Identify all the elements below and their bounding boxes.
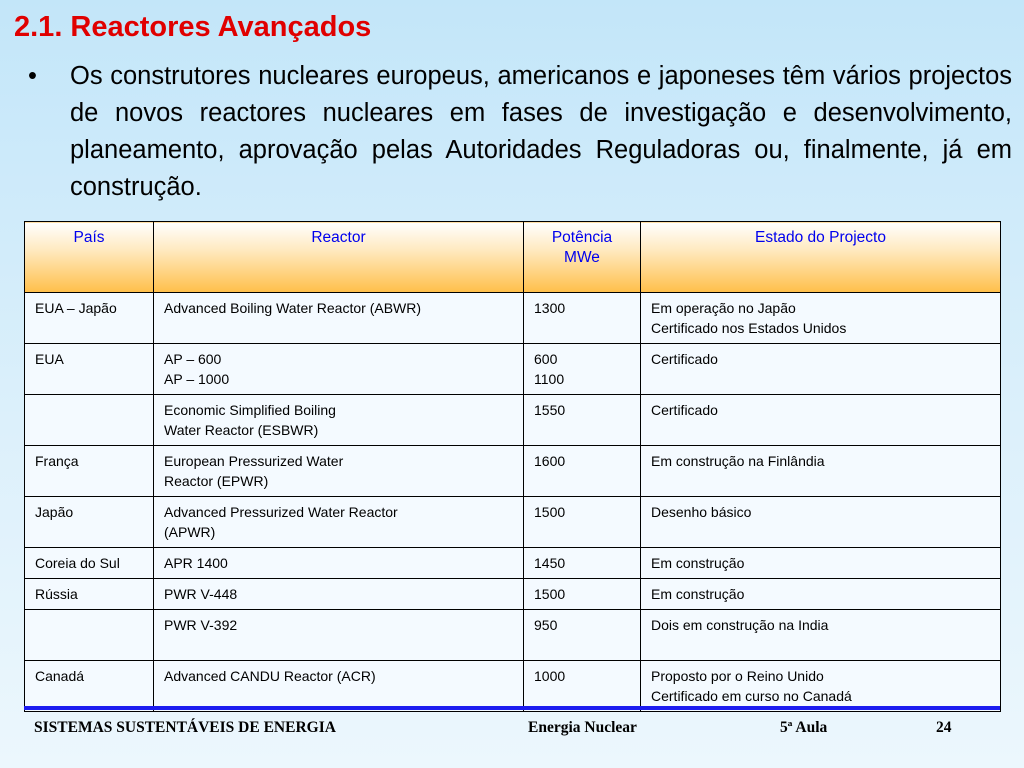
bullet-icon: •: [28, 62, 37, 90]
table-header-row: [25, 222, 1001, 293]
cell-line: Economic Simplified Boiling: [164, 402, 336, 418]
table-row: [25, 446, 1001, 497]
reactors-table: [24, 221, 1001, 712]
table-row: [25, 661, 1001, 712]
footer-page-number: 24: [936, 719, 952, 736]
header-power-unit: MWe: [564, 249, 600, 266]
cell-line: PWR V-448: [164, 586, 238, 602]
slide-title: 2.1. Reactores Avançados: [14, 11, 372, 43]
cell-line: 950: [534, 617, 558, 633]
cell-country: Canadá: [25, 661, 154, 712]
cell-status: [641, 293, 1001, 344]
cell-line: (APWR): [164, 524, 216, 540]
cell-reactor: [154, 661, 524, 712]
bullet-paragraph: [28, 58, 1012, 206]
cell-status: [641, 395, 1001, 446]
cell-line: Advanced Pressurized Water Reactor: [164, 504, 398, 520]
cell-country: França: [25, 446, 154, 497]
cell-power: [524, 497, 641, 548]
header-status: Estado do Projecto: [641, 222, 1001, 293]
table-row: [25, 344, 1001, 395]
cell-line: Advanced CANDU Reactor (ACR): [164, 668, 376, 684]
cell-line: Em construção na Finlândia: [651, 453, 825, 469]
cell-line: Desenho básico: [651, 504, 752, 520]
cell-power: [524, 548, 641, 579]
cell-line: Advanced Boiling Water Reactor (ABWR): [164, 300, 422, 316]
header-reactor: Reactor: [154, 222, 524, 293]
cell-line: European Pressurized Water: [164, 453, 344, 469]
cell-line: AP – 600: [164, 351, 222, 367]
cell-line: Reactor (EPWR): [164, 473, 269, 489]
cell-line: 1550: [534, 402, 566, 418]
cell-reactor: [154, 497, 524, 548]
cell-line: 1300: [534, 300, 566, 316]
cell-line: Proposto por o Reino Unido: [651, 668, 824, 684]
cell-line: Certificado em curso no Canadá: [651, 688, 852, 704]
cell-status: [641, 548, 1001, 579]
cell-power: [524, 610, 641, 661]
cell-status: [641, 497, 1001, 548]
table-row: [25, 610, 1001, 661]
header-power-line: Potência: [551, 229, 613, 246]
cell-country: EUA – Japão: [25, 293, 154, 344]
cell-power: [524, 446, 641, 497]
cell-country: Coreia do Sul: [25, 548, 154, 579]
cell-line: Certificado: [651, 402, 718, 418]
cell-power: [524, 579, 641, 610]
footer-topic: Energia Nuclear: [528, 719, 637, 736]
table-row: [25, 579, 1001, 610]
cell-line: Certificado: [651, 351, 718, 367]
cell-reactor: [154, 548, 524, 579]
cell-line: APR 1400: [164, 555, 228, 571]
cell-reactor: [154, 293, 524, 344]
cell-line: 1500: [534, 504, 566, 520]
footer-lesson: 5ª Aula: [780, 719, 828, 736]
cell-status: [641, 661, 1001, 712]
cell-line: 1100: [534, 371, 565, 387]
table-row: [25, 548, 1001, 579]
cell-country: [25, 610, 154, 661]
cell-power: [524, 395, 641, 446]
cell-line: Em operação no Japão: [651, 300, 796, 316]
cell-line: Water Reactor (ESBWR): [164, 422, 319, 438]
cell-line: Dois em construção na India: [651, 617, 829, 633]
cell-country: EUA: [25, 344, 154, 395]
table-row: [25, 395, 1001, 446]
cell-power: [524, 293, 641, 344]
cell-line: Em construção: [651, 586, 745, 602]
cell-line: 1500: [534, 586, 566, 602]
cell-reactor: [154, 344, 524, 395]
cell-country: Rússia: [25, 579, 154, 610]
cell-country: Japão: [25, 497, 154, 548]
cell-power: [524, 661, 641, 712]
cell-line: 600: [534, 351, 558, 367]
cell-status: [641, 610, 1001, 661]
cell-line: Certificado nos Estados Unidos: [651, 320, 847, 336]
cell-status: [641, 344, 1001, 395]
cell-reactor: [154, 610, 524, 661]
cell-line: 1000: [534, 668, 566, 684]
cell-line: AP – 1000: [164, 371, 230, 387]
cell-line: Em construção: [651, 555, 745, 571]
bullet-text: Os construtores nucleares europeus, americanos e japoneses têm vários projectos de novos reactores nucleares em fases de investigação e desenvolvimento, planeamento, aprovação pelas Autoridades Reguladoras ou, finalmente, já em construção.: [70, 62, 1012, 201]
cell-reactor: [154, 395, 524, 446]
cell-line: 1600: [534, 453, 566, 469]
cell-status: [641, 446, 1001, 497]
header-power: [524, 222, 641, 293]
cell-country: [25, 395, 154, 446]
table-row: [25, 293, 1001, 344]
table-row: [25, 497, 1001, 548]
cell-power: [524, 344, 641, 395]
cell-line: PWR V-392: [164, 617, 238, 633]
cell-reactor: [154, 446, 524, 497]
footer-divider: [24, 706, 1000, 710]
cell-line: 1450: [534, 555, 566, 571]
footer-course: SISTEMAS SUSTENTÁVEIS DE ENERGIA: [34, 719, 336, 736]
cell-status: [641, 579, 1001, 610]
cell-reactor: [154, 579, 524, 610]
header-country: País: [25, 222, 154, 293]
